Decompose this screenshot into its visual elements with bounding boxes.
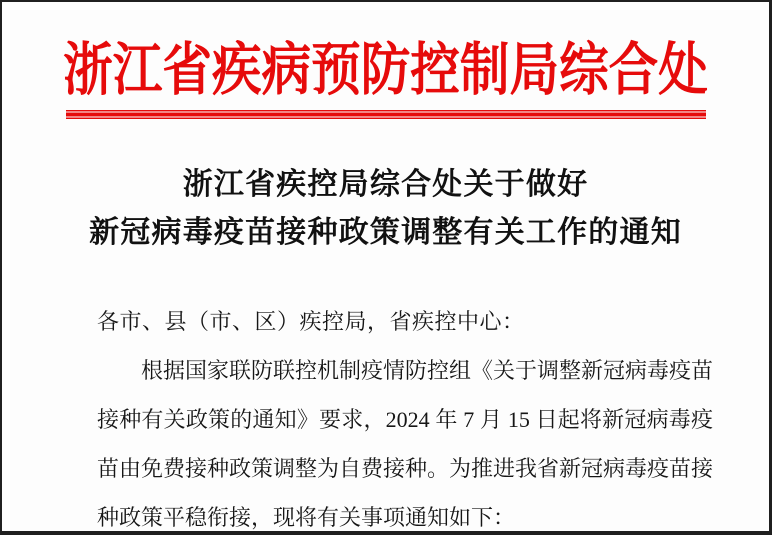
document-body bbox=[97, 297, 713, 535]
letterhead-divider-rule bbox=[66, 110, 706, 119]
document-title-line-2: 新冠病毒疫苗接种政策调整有关工作的通知 bbox=[89, 216, 682, 249]
paragraph-line-1: 根据国家联防联控机制疫情防控组《关于调整新冠病毒疫苗 bbox=[141, 358, 713, 383]
document-title bbox=[2, 161, 769, 257]
salutation-line: 各市、县（市、区）疾控局，省疾控中心： bbox=[97, 309, 525, 334]
paragraph-line-3: 苗由免费接种政策调整为自费接种。为推进我省新冠病毒疫苗接 bbox=[97, 456, 713, 481]
paragraph-line-4: 种政策平稳衔接，现将有关事项通知如下： bbox=[97, 505, 516, 530]
letterhead-org-name: 浙江省疾病预防控制局综合处 bbox=[63, 39, 708, 102]
document-title-line-1: 浙江省疾控局综合处关于做好 bbox=[182, 168, 589, 201]
paragraph-line-2: 接种有关政策的通知》要求，2024 年 7 月 15 日起将新冠病毒疫 bbox=[97, 407, 713, 432]
